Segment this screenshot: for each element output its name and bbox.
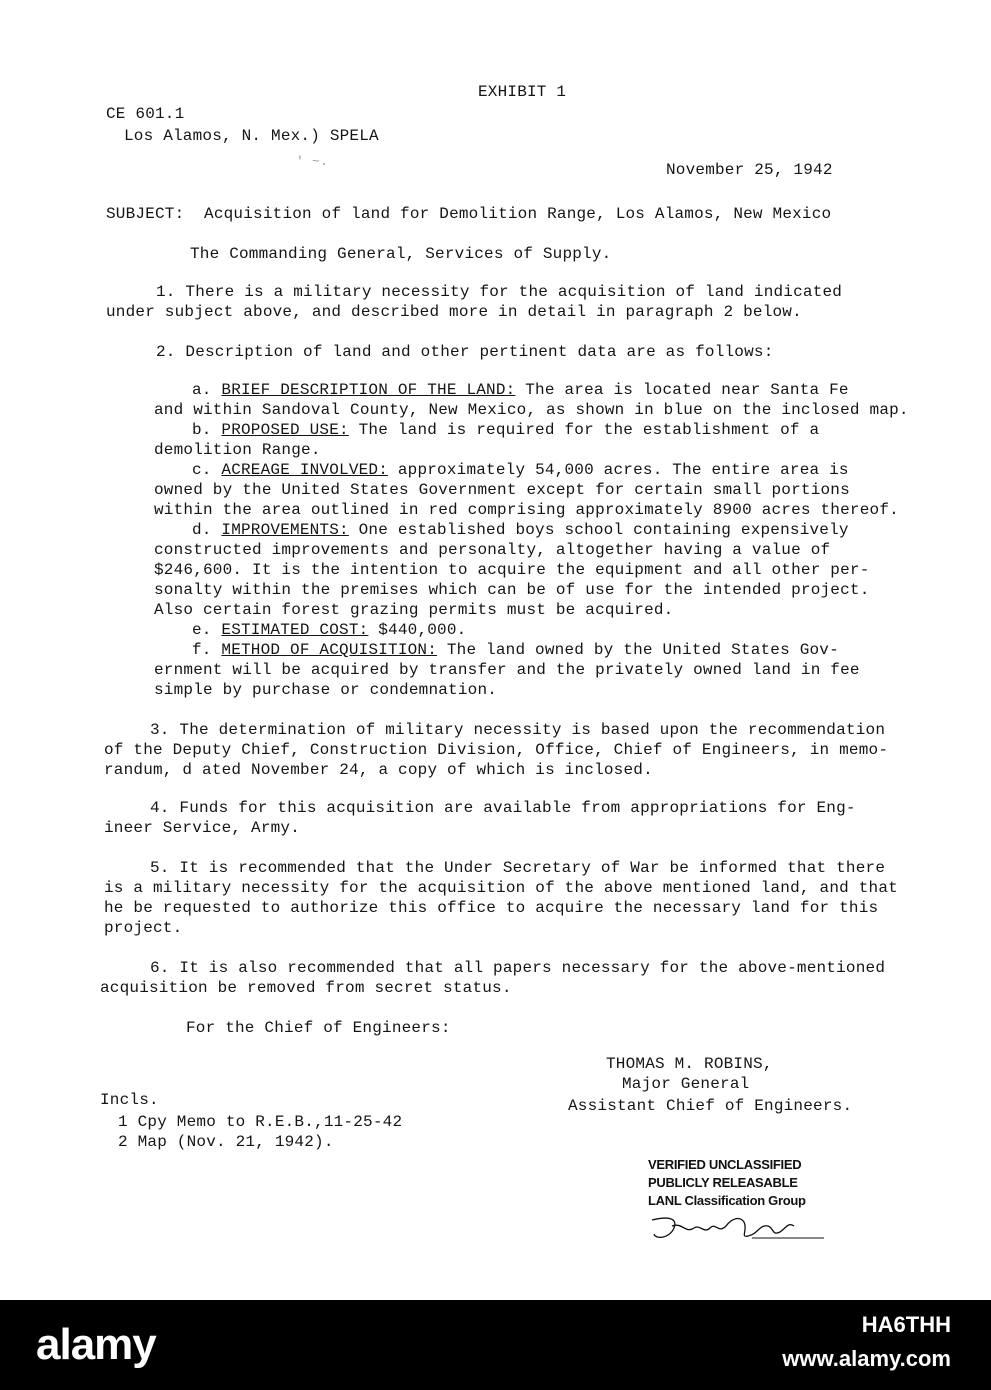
item-a-prefix: a. — [192, 381, 222, 399]
classification-stamp — [648, 1156, 848, 1210]
subject-line — [106, 204, 831, 224]
item-c-line — [192, 460, 849, 480]
stamp-line-3: LANL Classification Group — [648, 1193, 806, 1208]
paragraph-4-line: 4. Funds for this acquisition are available from appropriations for Eng- — [150, 799, 856, 817]
item-f-line — [192, 640, 839, 660]
item-f-line: ernment will be acquired by transfer and the privately owned land in fee — [154, 661, 860, 679]
item-d-text: One established boys school containing expensively — [348, 521, 849, 539]
signer-rank: Major General — [622, 1075, 750, 1093]
handwritten-signature — [648, 1212, 828, 1244]
paragraph-3-line: 3. The determination of military necessity is based upon the recommendation — [150, 721, 886, 739]
alamy-logo — [36, 1320, 196, 1370]
inclosures-label: Incls. — [100, 1091, 159, 1109]
item-b-heading: PROPOSED USE: — [221, 421, 349, 439]
inclosure-2: 2 Map (Nov. 21, 1942). — [118, 1133, 334, 1151]
item-c-line: owned by the United States Government except for certain small portions — [154, 481, 850, 499]
item-e-line — [192, 620, 466, 640]
inclosure-1: 1 Cpy Memo to R.E.B.,11-25-42 — [118, 1113, 403, 1131]
signer-name: THOMAS M. ROBINS, — [606, 1055, 773, 1073]
item-b-line: demolition Range. — [154, 441, 321, 459]
item-e-text: $440,000. — [368, 621, 467, 639]
item-e-prefix: e. — [192, 621, 222, 639]
paragraph-1-line: 1. There is a military necessity for the acquisition of land indicated — [156, 283, 843, 301]
image-id: HA6THH — [861, 1312, 951, 1337]
paragraph-6-line: 6. It is also recommended that all papers necessary for the above-mentioned — [150, 959, 886, 977]
item-f-line: simple by purchase or condemnation. — [154, 681, 498, 699]
letter-date: November 25, 1942 — [666, 161, 833, 179]
closing: For the Chief of Engineers: — [186, 1019, 451, 1037]
addressee: The Commanding General, Services of Supply. — [190, 245, 612, 263]
paragraph-4-line: ineer Service, Army. — [104, 819, 301, 837]
alamy-logo-text: alamy — [36, 1320, 156, 1369]
item-b-prefix: b. — [192, 421, 222, 439]
item-c-text: approximately 54,000 acres. The entire area is — [388, 461, 849, 479]
site-url: www.alamy.com — [782, 1346, 951, 1371]
paragraph-3-line: randum, d ated November 24, a copy of which is inclosed. — [104, 761, 653, 779]
paragraph-1-line: under subject above, and described more in detail in paragraph 2 below. — [106, 303, 802, 321]
item-d-line — [192, 520, 849, 540]
item-a-line — [192, 380, 849, 400]
item-d-line: $246,600. It is the intention to acquire the equipment and all other per- — [154, 561, 870, 579]
item-d-line: Also certain forest grazing permits must be acquired. — [154, 601, 674, 619]
item-a-line: and within Sandoval County, New Mexico, as shown in blue on the inclosed map. — [154, 401, 909, 419]
paragraph-5-line: project. — [104, 919, 183, 937]
item-e-heading: ESTIMATED COST: — [221, 621, 369, 639]
file-location: Los Alamos, N. Mex.) SPELA — [124, 127, 379, 145]
stamp-line-1: VERIFIED UNCLASSIFIED — [648, 1157, 802, 1172]
paragraph-5-line: 5. It is recommended that the Under Secretary of War be informed that there — [150, 859, 886, 877]
item-d-line: constructed improvements and personalty, altogether having a value of — [154, 541, 831, 559]
paragraph-6-line: acquisition be removed from secret status. — [100, 979, 512, 997]
item-c-line: within the area outlined in red comprising approximately 8900 acres thereof. — [154, 501, 899, 519]
watermark-footer — [0, 1300, 991, 1390]
item-d-line: sonalty within the premises which can be of use for the intended project. — [154, 581, 870, 599]
item-a-heading: BRIEF DESCRIPTION OF THE LAND: — [221, 381, 516, 399]
subject-label: SUBJECT: — [106, 205, 185, 223]
file-number: CE 601.1 — [106, 105, 185, 123]
subject-text: Acquisition of land for Demolition Range, Los Alamos, New Mexico — [204, 205, 832, 223]
item-f-heading: METHOD OF ACQUISITION: — [221, 641, 438, 659]
item-f-prefix: f. — [192, 641, 222, 659]
paragraph-3-line: of the Deputy Chief, Construction Division, Office, Chief of Engineers, in memo- — [104, 741, 889, 759]
item-c-heading: ACREAGE INVOLVED: — [221, 461, 389, 479]
item-a-text: The area is located near Santa Fe — [515, 381, 849, 399]
item-c-prefix: c. — [192, 461, 222, 479]
item-b-line — [192, 420, 819, 440]
paragraph-5-line: is a military necessity for the acquisition of the above mentioned land, and that — [104, 879, 898, 897]
stamp-line-2: PUBLICLY RELEASABLE — [648, 1175, 798, 1190]
paragraph-2: 2. Description of land and other pertinent data are as follows: — [156, 343, 774, 361]
paragraph-5-line: he be requested to authorize this office to acquire the necessary land for this — [104, 899, 879, 917]
exhibit-label: EXHIBIT 1 — [478, 83, 567, 101]
item-f-text: The land owned by the United States Gov- — [437, 641, 839, 659]
stray-mark: ' ~. — [296, 154, 329, 169]
item-d-heading: IMPROVEMENTS: — [221, 521, 349, 539]
item-d-prefix: d. — [192, 521, 222, 539]
signer-title: Assistant Chief of Engineers. — [568, 1097, 853, 1115]
item-b-text: The land is required for the establishment of a — [348, 421, 820, 439]
